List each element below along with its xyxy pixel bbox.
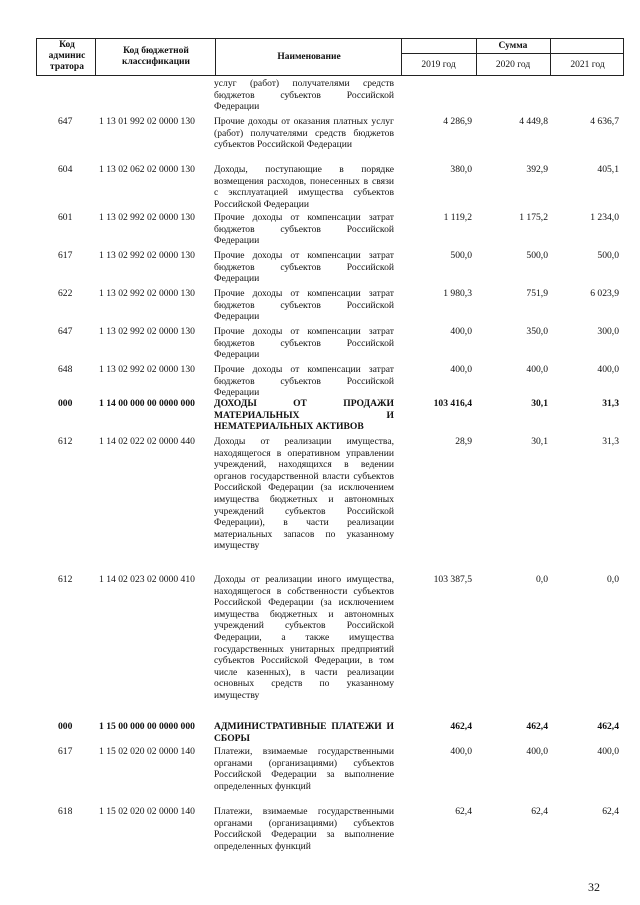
sum-2019-cell: 400,0 (450, 364, 472, 375)
sum-2021-cell: 0,0 (607, 574, 619, 585)
name-cell: Платежи, взимаемые государственными органами (организациями) субъектов Российской Федерации за выполнение определенных функций (214, 806, 394, 852)
name-cell: Прочие доходы от компенсации затрат бюджетов субъектов Российской Федерации (214, 250, 394, 285)
sum-2020-cell: 350,0 (526, 326, 548, 337)
sum-2020-cell: 392,9 (526, 164, 548, 175)
header-name: Наименование (277, 52, 341, 62)
name-cell: Прочие доходы от компенсации затрат бюджетов субъектов Российской Федерации (214, 288, 394, 323)
name-cell: Прочие доходы от компенсации затрат бюджетов субъектов Российской Федерации (214, 364, 394, 399)
kbk-cell: 1 15 00 000 00 0000 000 (99, 721, 195, 732)
admin-code-cell: 617 (58, 746, 73, 757)
continued-name: услуг (работ) получателями средств бюджетов субъектов Российской Федерации (214, 78, 394, 113)
admin-code-cell: 647 (58, 116, 73, 127)
name-cell: Прочие доходы от компенсации затрат бюджетов субъектов Российской Федерации (214, 212, 394, 247)
sum-2019-cell: 103 387,5 (433, 574, 472, 585)
header-admin-code: Код админис тратора (48, 40, 86, 72)
page-number: 32 (588, 880, 600, 894)
kbk-cell: 1 13 02 992 02 0000 130 (99, 288, 195, 299)
header-sum: Сумма (498, 41, 528, 51)
sum-2021-cell: 400,0 (597, 746, 619, 757)
sum-2021-cell: 400,0 (597, 364, 619, 375)
kbk-cell: 1 14 02 023 02 0000 410 (99, 574, 195, 585)
kbk-cell: 1 13 02 992 02 0000 130 (99, 250, 195, 261)
admin-code-cell: 601 (58, 212, 73, 223)
sum-2019-cell: 380,0 (450, 164, 472, 175)
kbk-cell: 1 14 00 000 00 0000 000 (99, 398, 195, 409)
kbk-cell: 1 13 01 992 02 0000 130 (99, 116, 195, 127)
name-cell: Доходы, поступающие в порядке возмещения расходов, понесенных в связи с эксплуатацией имущества субъектов Российской Федерации (214, 164, 394, 210)
name-cell: Прочие доходы от оказания платных услуг (работ) получателями средств бюджетов субъектов Российской Федерации (214, 116, 394, 151)
sum-2019-cell: 62,4 (455, 806, 472, 817)
sum-2021-cell: 4 636,7 (590, 116, 619, 127)
sum-2021-cell: 31,3 (602, 436, 619, 447)
name-cell: Доходы от реализации имущества, находящегося в оперативном управлении учреждений, находящихся в ведении органов государственной власти субъектов Российской Федерации (за исключением имущества бюджетных и автономных учреждений субъектов Российской Федерации), в части реализации материальных запасов по указанному имуществу (214, 436, 394, 552)
sum-2020-cell: 400,0 (526, 364, 548, 375)
admin-code-cell: 618 (58, 806, 73, 817)
sum-2020-cell: 751,9 (526, 288, 548, 299)
sum-2019-cell: 400,0 (450, 746, 472, 757)
sum-2019-cell: 1 980,3 (443, 288, 472, 299)
name-cell: АДМИНИСТРАТИВНЫЕ ПЛАТЕЖИ И СБОРЫ (214, 721, 394, 744)
sum-2020-cell: 4 449,8 (519, 116, 548, 127)
header-year-2019: 2019 год (421, 60, 456, 70)
header-kbk: Код бюджетной классификации (121, 46, 190, 67)
sum-2019-cell: 400,0 (450, 326, 472, 337)
admin-code-cell: 604 (58, 164, 73, 175)
name-cell: Платежи, взимаемые государственными органами (организациями) субъектов Российской Федерации за выполнение определенных функций (214, 746, 394, 792)
kbk-cell: 1 13 02 992 02 0000 130 (99, 364, 195, 375)
sum-2019-cell: 4 286,9 (443, 116, 472, 127)
sum-2020-cell: 30,1 (531, 436, 548, 447)
sum-2021-cell: 500,0 (597, 250, 619, 261)
kbk-cell: 1 14 02 022 02 0000 440 (99, 436, 195, 447)
sum-2019-cell: 28,9 (455, 436, 472, 447)
sum-2020-cell: 1 175,2 (519, 212, 548, 223)
admin-code-cell: 612 (58, 436, 73, 447)
admin-code-cell: 647 (58, 326, 73, 337)
sum-2020-cell: 0,0 (536, 574, 548, 585)
kbk-cell: 1 15 02 020 02 0000 140 (99, 806, 195, 817)
sum-2020-cell: 30,1 (531, 398, 548, 409)
admin-code-cell: 000 (58, 398, 73, 409)
name-cell: ДОХОДЫ ОТ ПРОДАЖИ МАТЕРИАЛЬНЫХ И НЕМАТЕРИАЛЬНЫХ АКТИВОВ (214, 398, 394, 433)
sum-2021-cell: 31,3 (602, 398, 619, 409)
sum-2021-cell: 462,4 (597, 721, 619, 732)
kbk-cell: 1 13 02 062 02 0000 130 (99, 164, 195, 175)
admin-code-cell: 617 (58, 250, 73, 261)
sum-2020-cell: 400,0 (526, 746, 548, 757)
name-cell: Прочие доходы от компенсации затрат бюджетов субъектов Российской Федерации (214, 326, 394, 361)
sum-2019-cell: 500,0 (450, 250, 472, 261)
sum-2020-cell: 462,4 (526, 721, 548, 732)
header-year-2021: 2021 год (570, 60, 605, 70)
admin-code-cell: 622 (58, 288, 73, 299)
sum-2021-cell: 300,0 (597, 326, 619, 337)
admin-code-cell: 612 (58, 574, 73, 585)
sum-2021-cell: 62,4 (602, 806, 619, 817)
sum-2021-cell: 6 023,9 (590, 288, 619, 299)
table-header (36, 38, 624, 76)
kbk-cell: 1 13 02 992 02 0000 130 (99, 326, 195, 337)
sum-2020-cell: 500,0 (526, 250, 548, 261)
sum-2019-cell: 103 416,4 (433, 398, 472, 409)
kbk-cell: 1 15 02 020 02 0000 140 (99, 746, 195, 757)
sum-2019-cell: 462,4 (450, 721, 472, 732)
sum-2021-cell: 1 234,0 (590, 212, 619, 223)
sum-2020-cell: 62,4 (531, 806, 548, 817)
sum-2019-cell: 1 119,2 (443, 212, 472, 223)
admin-code-cell: 648 (58, 364, 73, 375)
kbk-cell: 1 13 02 992 02 0000 130 (99, 212, 195, 223)
header-year-2020: 2020 год (495, 60, 531, 70)
sum-2021-cell: 405,1 (597, 164, 619, 175)
name-cell: Доходы от реализации иного имущества, находящегося в собственности субъектов Российской Федерации (за исключением имущества бюджетных и автономных учреждений субъектов Российской Федерации, а также имущества государственных унитарных предприятий субъектов Российской Федерации, в том числе казенных), в части реализации основных средств по указанному имуществу (214, 574, 394, 701)
admin-code-cell: 000 (58, 721, 73, 732)
